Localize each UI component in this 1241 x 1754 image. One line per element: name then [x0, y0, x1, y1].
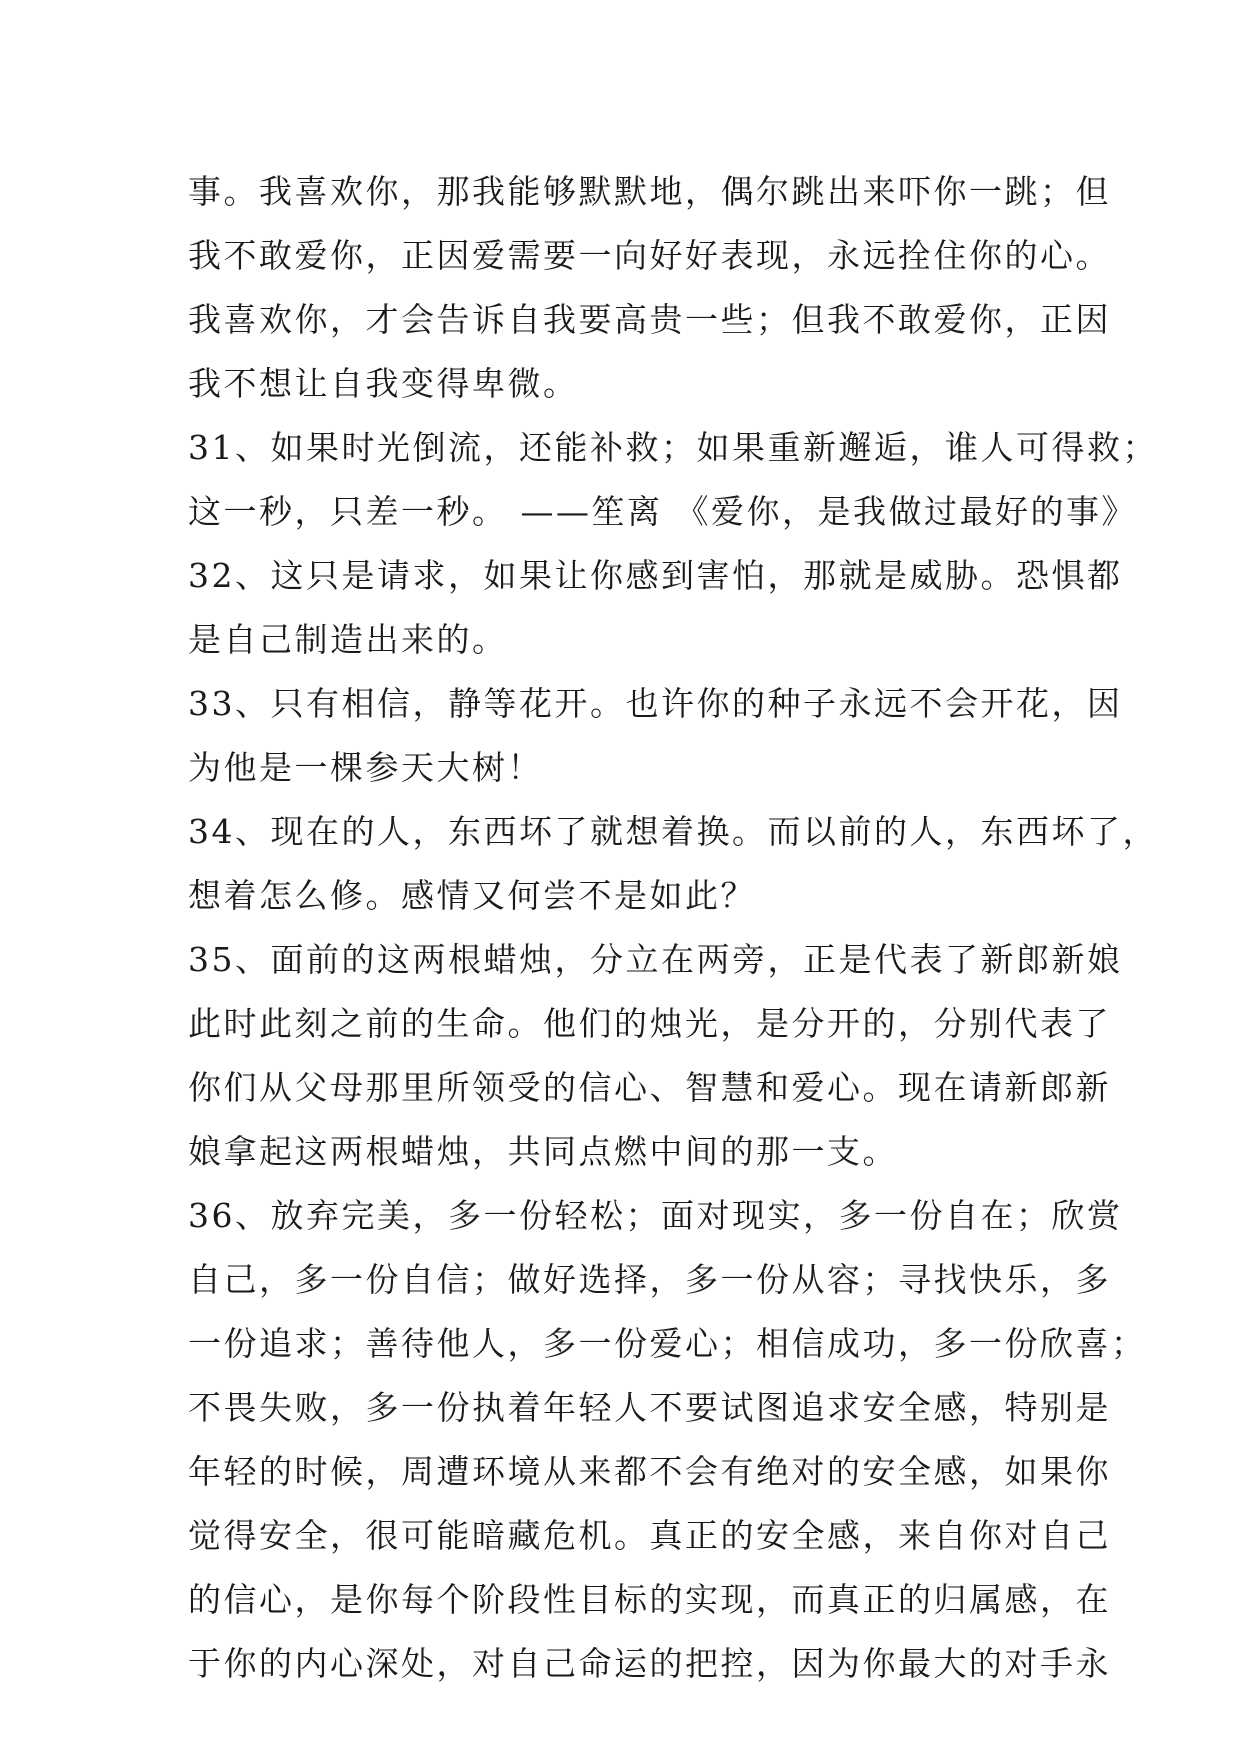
text-line: 年轻的时候，周遭环境从来都不会有绝对的安全感，如果你	[188, 1452, 1111, 1491]
text-line: 35、面前的这两根蜡烛，分立在两旁，正是代表了新郎新娘	[188, 940, 1123, 979]
text-line: 31、如果时光倒流，还能补救；如果重新邂逅，谁人可得救；	[188, 428, 1158, 467]
text-line: 觉得安全，很可能暗藏危机。真正的安全感，来自你对自己	[188, 1516, 1111, 1555]
text-line: 我喜欢你，才会告诉自我要高贵一些；但我不敢爱你，正因	[188, 300, 1111, 339]
text-line: 的信心，是你每个阶段性目标的实现，而真正的归属感，在	[188, 1580, 1111, 1619]
text-line: 想着怎么修。感情又何尝不是如此？	[188, 876, 756, 915]
text-line: 自己，多一份自信；做好选择，多一份从容；寻找快乐，多	[188, 1260, 1111, 1299]
text-line: 此时此刻之前的生命。他们的烛光，是分开的，分别代表了	[188, 1004, 1111, 1043]
text-line: 不畏失败，多一份执着年轻人不要试图追求安全感，特别是	[188, 1388, 1111, 1427]
text-line: 你们从父母那里所领受的信心、智慧和爱心。现在请新郎新	[188, 1068, 1111, 1107]
text-line: 我不想让自我变得卑微。	[188, 364, 579, 403]
text-line: 事。我喜欢你，那我能够默默地，偶尔跳出来吓你一跳；但	[188, 172, 1111, 211]
text-line: 一份追求；善待他人，多一份爱心；相信成功，多一份欣喜；	[188, 1324, 1147, 1363]
text-line: 为他是一棵参天大树！	[188, 748, 543, 787]
text-line: 33、只有相信，静等花开。也许你的种子永远不会开花，因	[188, 684, 1123, 723]
text-line: 娘拿起这两根蜡烛，共同点燃中间的那一支。	[188, 1132, 898, 1171]
text-line: 我不敢爱你，正因爱需要一向好好表现，永远拴住你的心。	[188, 236, 1111, 275]
text-line: 这一秒，只差一秒。 ——笙离 《爱你，是我做过最好的事》	[188, 492, 1137, 531]
text-line: 是自己制造出来的。	[188, 620, 508, 659]
text-line: 36、放弃完美，多一份轻松；面对现实，多一份自在；欣赏	[188, 1196, 1123, 1235]
text-line: 32、这只是请求，如果让你感到害怕，那就是威胁。恐惧都	[188, 556, 1123, 595]
body-text	[188, 160, 1158, 1696]
text-line: 于你的内心深处，对自己命运的把控，因为你最大的对手永	[188, 1644, 1111, 1683]
text-line: 34、现在的人，东西坏了就想着换。而以前的人，东西坏了，	[188, 812, 1158, 851]
